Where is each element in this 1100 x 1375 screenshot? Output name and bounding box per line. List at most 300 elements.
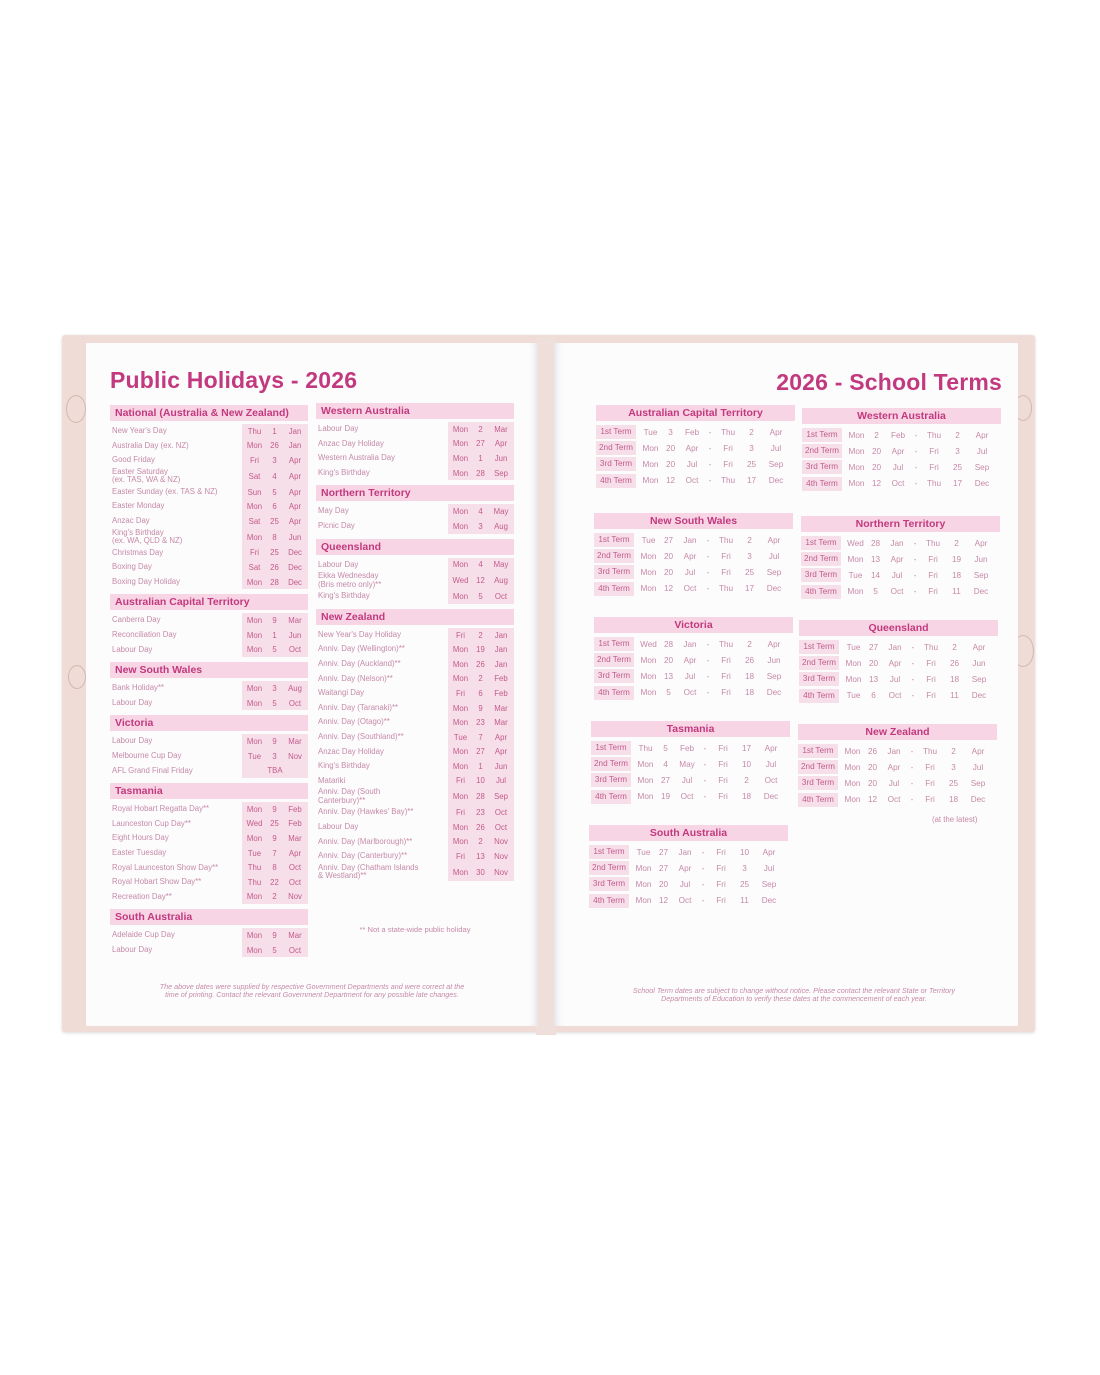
holiday-date <box>448 558 514 573</box>
school-term-row <box>798 775 997 791</box>
term-end-month: Sep <box>971 674 987 684</box>
term-range-dash: - <box>701 863 705 873</box>
holiday-row <box>316 642 514 657</box>
term-end-weekday: Fri <box>716 879 726 889</box>
school-term-row <box>801 584 1000 600</box>
term-end-weekday: Fri <box>716 896 726 906</box>
term-start-day: 20 <box>663 567 674 577</box>
term-end-month: Dec <box>973 587 989 597</box>
holiday-name: Labour Day <box>318 424 359 434</box>
term-start-day: 14 <box>870 570 881 580</box>
term-start-day: 20 <box>871 446 882 456</box>
holiday-date <box>242 424 308 439</box>
school-term-row <box>802 427 1001 443</box>
holiday-date <box>242 514 308 529</box>
holiday-day-number: 23 <box>476 718 485 728</box>
term-end-day: 26 <box>744 655 755 665</box>
school-term-row <box>799 671 998 687</box>
term-range-dash: - <box>703 743 707 753</box>
term-start-weekday: Tue <box>846 642 861 652</box>
holiday-weekday: Mon <box>246 577 263 587</box>
school-terms-state-heading: New South Wales <box>594 513 793 529</box>
holiday-day-number: 5 <box>272 487 277 497</box>
holiday-name: Launceston Cup Day** <box>112 818 191 828</box>
term-end-month: Sep <box>973 570 989 580</box>
holiday-day-number: 7 <box>478 732 483 742</box>
holiday-row <box>110 439 308 454</box>
holiday-date <box>242 485 308 500</box>
term-start-day: 28 <box>663 639 674 649</box>
term-end-day: 3 <box>955 446 960 456</box>
holiday-weekday: Tue <box>247 751 262 761</box>
term-start-month: Oct <box>685 476 699 486</box>
term-end-day: 18 <box>949 674 960 684</box>
school-term-row <box>799 655 998 671</box>
school-term-row <box>591 789 790 805</box>
term-start-weekday: Tue <box>846 691 861 701</box>
holiday-row <box>110 875 308 890</box>
holiday-weekday: Mon <box>452 837 469 847</box>
term-start-weekday: Mon <box>848 430 865 440</box>
term-end-weekday: Fri <box>716 847 726 857</box>
holiday-month: Apr <box>494 439 508 449</box>
holiday-month: Feb <box>494 688 508 698</box>
holiday-weekday: Mon <box>452 674 469 684</box>
school-terms-state-heading: New Zealand <box>798 724 997 740</box>
term-start-weekday: Mon <box>845 658 862 668</box>
term-range-dash: - <box>706 688 710 698</box>
term-end-month: Dec <box>974 479 990 489</box>
term-end-day: 2 <box>744 775 749 785</box>
holiday-day-number: 25 <box>270 548 279 558</box>
term-start-month: Oct <box>678 896 692 906</box>
holiday-day-number: 25 <box>270 819 279 829</box>
holiday-date <box>242 943 308 958</box>
term-label: 3rd Term <box>594 565 634 579</box>
holiday-day-number: 5 <box>478 591 483 601</box>
holiday-month: Oct <box>288 645 302 655</box>
term-end-weekday: Fri <box>721 671 731 681</box>
term-start-month: Oct <box>683 688 697 698</box>
term-start-month: Jul <box>684 567 696 577</box>
term-range-dash: - <box>911 691 915 701</box>
term-label: 1st Term <box>802 428 842 442</box>
holiday-row <box>110 890 308 905</box>
holiday-month: Jun <box>494 761 508 771</box>
school-term-row <box>594 652 793 668</box>
term-start-month: Jul <box>891 570 903 580</box>
term-start-day: 5 <box>663 743 668 753</box>
term-range-dash: - <box>911 658 915 668</box>
school-term-row <box>801 551 1000 567</box>
term-end-weekday: Fri <box>929 462 939 472</box>
term-end-weekday: Thu <box>922 746 938 756</box>
term-label: 2nd Term <box>802 444 842 458</box>
term-end-day: 19 <box>951 554 962 564</box>
holiday-day-number: 3 <box>272 751 277 761</box>
term-start-weekday: Mon <box>637 775 654 785</box>
term-end-day: 25 <box>746 459 757 469</box>
holiday-month: Sep <box>494 792 508 802</box>
holiday-date <box>448 672 514 687</box>
term-start-month: Feb <box>684 427 700 437</box>
term-label: 3rd Term <box>591 773 631 787</box>
holiday-name: Boxing Day Holiday <box>112 576 181 586</box>
term-end-day: 17 <box>741 743 752 753</box>
page-title-school-terms: 2026 - School Terms <box>776 369 1002 395</box>
school-term-row <box>799 688 998 704</box>
holiday-date <box>242 696 308 711</box>
holiday-name: Royal Launceston Show Day** <box>112 862 219 872</box>
term-start-day: 4 <box>663 759 668 769</box>
holiday-name: AFL Grand Final Friday <box>112 765 193 775</box>
holiday-row <box>316 864 514 881</box>
holiday-row <box>316 774 514 789</box>
holiday-name: Bank Holiday** <box>112 683 165 693</box>
term-end-month: Apr <box>767 535 781 545</box>
term-start-weekday: Thu <box>638 743 653 753</box>
holiday-row <box>110 514 308 529</box>
term-start-day: 20 <box>665 459 676 469</box>
right-page-school-terms <box>554 343 1018 1026</box>
holiday-month: Nov <box>494 851 508 861</box>
holiday-weekday: Mon <box>452 560 469 570</box>
term-range-dash: - <box>708 443 712 453</box>
term-end-day: 2 <box>951 746 956 756</box>
holiday-weekday: Mon <box>246 737 263 747</box>
term-end-day: 17 <box>744 584 755 594</box>
holiday-row <box>110 802 308 817</box>
term-end-month: Dec <box>768 476 784 486</box>
holiday-row <box>316 686 514 701</box>
term-end-month: Sep <box>974 462 990 472</box>
holiday-day-number: 4 <box>272 471 277 481</box>
term-start-month: Apr <box>685 443 699 453</box>
term-label: 4th Term <box>798 793 838 807</box>
term-start-day: 3 <box>668 427 673 437</box>
holiday-month: Apr <box>494 732 508 742</box>
holiday-weekday: Mon <box>452 507 469 517</box>
holiday-name: Anzac Day <box>112 516 150 526</box>
holiday-weekday: Mon <box>452 453 469 463</box>
holiday-date <box>242 628 308 643</box>
holiday-weekday: Mon <box>452 659 469 669</box>
holiday-month: Feb <box>288 804 302 814</box>
holiday-day-number: 10 <box>476 776 485 786</box>
holiday-day-number: 1 <box>478 453 483 463</box>
holiday-month: Aug <box>288 683 302 693</box>
holiday-day-number: 13 <box>476 851 485 861</box>
term-start-day: 20 <box>658 879 669 889</box>
holiday-weekday: Sat <box>248 516 261 526</box>
school-term-row <box>589 893 788 909</box>
term-end-day: 11 <box>950 691 959 701</box>
holiday-row <box>316 628 514 643</box>
holiday-day-number: 26 <box>476 659 485 669</box>
term-start-day: 20 <box>868 658 879 668</box>
term-end-weekday: Fri <box>721 551 731 561</box>
holiday-date <box>448 774 514 789</box>
term-label: 4th Term <box>802 477 842 491</box>
holiday-weekday: Thu <box>247 426 262 436</box>
term-start-weekday: Mon <box>845 674 862 684</box>
term-start-month: Feb <box>890 430 906 440</box>
holiday-date <box>448 451 514 466</box>
term-start-month: Jul <box>686 459 698 469</box>
holiday-name: Canberra Day <box>112 615 161 625</box>
holiday-weekday: Mon <box>246 630 263 640</box>
left-page-disclaimer: The above dates were supplied by respective Government Departments and were correct at the time of printing. Contact the relevant Government Department for any possible late changes. <box>159 982 465 1000</box>
holiday-month: Apr <box>288 471 302 481</box>
holiday-day-number: 5 <box>272 945 277 955</box>
term-start-month: Apr <box>890 554 904 564</box>
holiday-date <box>242 546 308 561</box>
term-start-month: Apr <box>887 762 901 772</box>
term-end-weekday: Fri <box>925 795 935 805</box>
term-end-day: 18 <box>744 671 755 681</box>
holiday-day-number: 4 <box>478 560 483 570</box>
term-end-weekday: Fri <box>718 743 728 753</box>
term-start-weekday: Mon <box>847 587 864 597</box>
term-start-month: Oct <box>890 587 904 597</box>
holiday-section-heading: New Zealand <box>316 609 514 625</box>
holiday-date <box>448 805 514 820</box>
holiday-row <box>110 529 308 546</box>
holiday-month: Dec <box>288 548 302 558</box>
holiday-month: May <box>493 560 509 570</box>
term-label: 1st Term <box>801 536 841 550</box>
holiday-month: Aug <box>494 576 508 586</box>
holiday-date <box>242 499 308 514</box>
cover-floral-motif <box>68 665 86 689</box>
holiday-date <box>242 468 308 485</box>
holiday-row <box>110 860 308 875</box>
term-label: 2nd Term <box>594 549 634 563</box>
term-label: 1st Term <box>594 637 634 651</box>
term-start-day: 27 <box>663 535 674 545</box>
term-range-dash: - <box>910 795 914 805</box>
term-start-day: 28 <box>870 538 881 548</box>
term-end-weekday: Fri <box>723 459 733 469</box>
school-term-row <box>802 459 1001 475</box>
term-label: 3rd Term <box>594 669 634 683</box>
term-end-day: 25 <box>744 567 755 577</box>
school-term-row <box>594 548 793 564</box>
holiday-weekday: Mon <box>452 521 469 531</box>
term-start-day: 27 <box>868 642 879 652</box>
term-end-weekday: Fri <box>928 587 938 597</box>
school-terms-table <box>799 620 998 704</box>
term-end-day: 26 <box>949 658 960 668</box>
term-end-month: Jul <box>765 759 777 769</box>
holiday-name: Anniv. Day (Auckland)** <box>318 658 401 668</box>
term-label: 2nd Term <box>799 656 839 670</box>
holiday-name: Matariki <box>318 775 346 785</box>
holiday-day-number: 9 <box>478 703 483 713</box>
term-start-month: Jan <box>678 847 692 857</box>
term-start-day: 20 <box>665 443 676 453</box>
holiday-name: King's Birthday (ex. WA, QLD & NZ) <box>112 527 183 546</box>
term-end-month: Apr <box>762 847 776 857</box>
term-start-weekday: Mon <box>844 795 861 805</box>
term-range-dash: - <box>706 535 710 545</box>
term-end-weekday: Thu <box>923 642 939 652</box>
term-start-month: Apr <box>683 655 697 665</box>
term-range-dash: - <box>703 759 707 769</box>
holiday-weekday: Fri <box>455 688 466 698</box>
holiday-row <box>316 834 514 849</box>
term-end-day: 18 <box>741 792 752 802</box>
holiday-day-number: 26 <box>476 822 485 832</box>
holiday-month: Dec <box>288 562 302 572</box>
school-term-row <box>798 792 997 808</box>
term-start-month: Oct <box>680 792 694 802</box>
school-term-row <box>798 759 997 775</box>
term-start-day: 27 <box>658 863 669 873</box>
school-term-row <box>799 639 998 655</box>
cover-floral-motif <box>66 395 86 423</box>
term-start-weekday: Mon <box>635 879 652 889</box>
term-label: 4th Term <box>799 689 839 703</box>
holiday-weekday: Mon <box>452 439 469 449</box>
holiday-date <box>448 730 514 745</box>
term-label: 1st Term <box>596 425 636 439</box>
term-end-day: 3 <box>749 443 754 453</box>
term-start-day: 5 <box>666 688 671 698</box>
holiday-name: Easter Monday <box>112 501 165 511</box>
term-start-day: 20 <box>871 462 882 472</box>
holiday-date <box>448 745 514 760</box>
holiday-weekday: Mon <box>246 683 263 693</box>
holiday-date <box>242 613 308 628</box>
holiday-weekday: Fri <box>249 455 260 465</box>
term-end-month: Apr <box>769 427 783 437</box>
holiday-day-number: 3 <box>272 683 277 693</box>
school-term-row <box>591 740 790 756</box>
term-end-day: 2 <box>952 642 957 652</box>
holiday-month: Apr <box>288 516 302 526</box>
holiday-section-heading: South Australia <box>110 909 308 925</box>
term-end-weekday: Fri <box>926 691 936 701</box>
holiday-date <box>242 681 308 696</box>
holiday-weekday: Sat <box>248 562 261 572</box>
holiday-day-number: 23 <box>476 808 485 818</box>
holiday-name: King's Birthday <box>318 467 370 477</box>
holidays-column-1 <box>110 405 308 957</box>
term-range-dash: - <box>706 551 710 561</box>
holiday-month: Mar <box>288 616 302 626</box>
term-range-dash: - <box>913 554 917 564</box>
holiday-weekday: Tue <box>247 848 262 858</box>
term-range-dash: - <box>708 476 712 486</box>
term-start-day: 26 <box>867 746 878 756</box>
term-end-month: Dec <box>761 896 777 906</box>
holiday-name: New Year's Day <box>112 426 167 436</box>
term-end-weekday: Fri <box>718 775 728 785</box>
term-start-weekday: Mon <box>640 551 657 561</box>
holiday-month: Nov <box>494 837 508 847</box>
term-end-month: Dec <box>766 584 782 594</box>
term-label: 3rd Term <box>802 460 842 474</box>
term-end-weekday: Thu <box>925 538 941 548</box>
holiday-name: Labour Day <box>112 944 153 954</box>
term-end-day: 17 <box>952 479 963 489</box>
holiday-weekday: Fri <box>249 548 260 558</box>
term-label: 3rd Term <box>596 457 636 471</box>
term-label: 2nd Term <box>801 552 841 566</box>
holiday-date <box>448 657 514 672</box>
term-start-weekday: Mon <box>637 759 654 769</box>
term-end-weekday: Fri <box>926 658 936 668</box>
school-terms-state-heading: Western Australia <box>802 408 1001 424</box>
term-start-month: Jul <box>681 775 693 785</box>
holiday-day-number: 4 <box>478 507 483 517</box>
term-end-day: 25 <box>739 879 750 889</box>
term-start-day: 20 <box>867 762 878 772</box>
term-end-month: Dec <box>970 795 986 805</box>
term-label: 2nd Term <box>589 861 629 875</box>
holiday-day-number: 1 <box>478 761 483 771</box>
term-range-dash: - <box>914 462 918 472</box>
holiday-name: Boxing Day <box>112 562 152 572</box>
holiday-name: Anniv. Day (Canterbury)** <box>318 851 408 861</box>
holiday-weekday: Mon <box>246 834 263 844</box>
holiday-month: Apr <box>288 848 302 858</box>
holiday-date <box>448 788 514 805</box>
term-label: 1st Term <box>589 845 629 859</box>
school-terms-state-heading: Northern Territory <box>801 516 1000 532</box>
term-label: 3rd Term <box>798 776 838 790</box>
holiday-name: Recreation Day** <box>112 891 172 901</box>
holiday-day-number: 9 <box>272 737 277 747</box>
term-start-day: 20 <box>663 551 674 561</box>
term-start-weekday: Mon <box>640 584 657 594</box>
school-terms-table <box>594 513 793 597</box>
holiday-date <box>448 422 514 437</box>
holiday-date-tba: TBA <box>267 766 283 776</box>
school-term-row <box>596 440 795 456</box>
term-label: 3rd Term <box>589 877 629 891</box>
holiday-date <box>448 715 514 730</box>
term-start-month: Apr <box>888 658 902 668</box>
holiday-day-number: 30 <box>476 867 485 877</box>
term-end-weekday: Fri <box>718 759 728 769</box>
holiday-name: Melbourne Cup Day <box>112 750 182 760</box>
term-start-weekday: Tue <box>643 427 658 437</box>
holiday-weekday: Mon <box>246 532 263 542</box>
holiday-weekday: Tue <box>453 732 468 742</box>
term-start-weekday: Mon <box>848 446 865 456</box>
term-start-month: Jan <box>890 538 904 548</box>
term-label: 4th Term <box>591 790 631 804</box>
holiday-date <box>242 928 308 943</box>
term-range-dash: - <box>913 570 917 580</box>
holiday-day-number: 9 <box>272 931 277 941</box>
school-terms-table <box>591 721 790 805</box>
holiday-month: Oct <box>288 877 302 887</box>
holiday-name: Labour Day <box>318 559 359 569</box>
term-end-month: Apr <box>974 538 988 548</box>
term-label: 1st Term <box>798 744 838 758</box>
holiday-month: May <box>493 507 509 517</box>
holiday-month: Mar <box>494 703 508 713</box>
holiday-date <box>242 875 308 890</box>
school-term-row <box>594 581 793 597</box>
term-start-month: Oct <box>891 479 905 489</box>
holiday-row <box>316 715 514 730</box>
term-start-day: 20 <box>663 655 674 665</box>
holiday-day-number: 9 <box>272 834 277 844</box>
